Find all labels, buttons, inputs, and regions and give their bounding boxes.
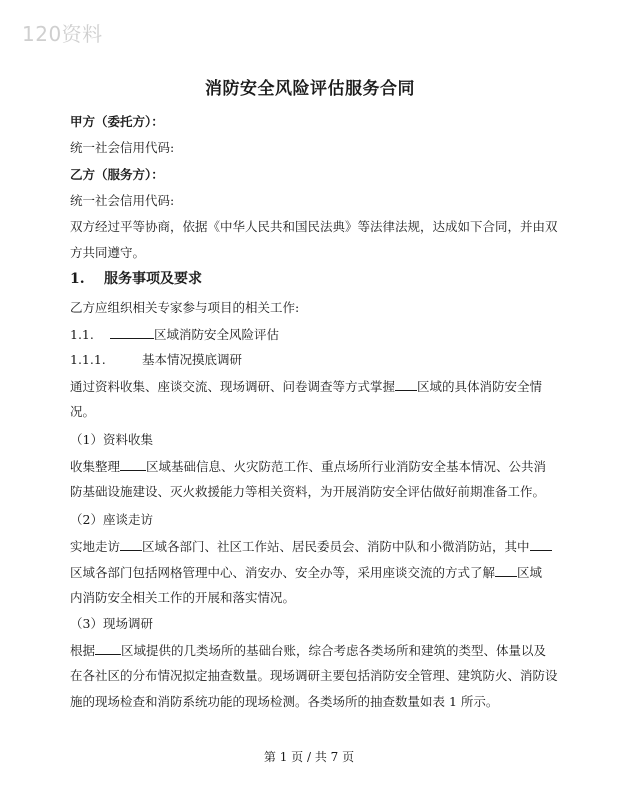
sub3-heading: （3）现场调研 xyxy=(70,616,153,631)
sub3-line-3: 施的现场检查和消防系统功能的现场检测。各类场所的抽查数量如表 1 所示。 xyxy=(70,694,499,709)
party-b-label: 乙方（服务方）： xyxy=(70,167,164,182)
sub2-line-1 xyxy=(70,538,550,555)
party-b-credit-code: 统一社会信用代码: xyxy=(70,193,175,208)
item-1-1-1-para-line-2: 况。 xyxy=(70,404,96,419)
text-segment: 通过资料收集、座谈交流、现场调研、问卷调查等方式掌握 xyxy=(70,379,396,394)
text-segment: 区域提供的几类场所的基础台账，综合考虑各类场所和建筑的类型、体量以及 xyxy=(121,643,547,658)
text-segment: 区域各部门包括网格管理中心、消安办、安全办等，采用座谈交流的方式了解 xyxy=(70,565,496,580)
fill-blank xyxy=(120,538,142,551)
text-segment: 根据 xyxy=(70,643,96,658)
document-title: 消防安全风险评估服务合同 xyxy=(205,79,415,99)
text-segment: 实地走访 xyxy=(70,539,121,554)
text-segment: 区域 xyxy=(517,565,543,580)
section-1-title: 服务事项及要求 xyxy=(104,271,202,287)
sub1-line-1 xyxy=(70,458,550,475)
intro-line-2: 方共同遵守。 xyxy=(70,245,146,260)
intro-line-1: 双方经过平等协商，依据《中华人民共和国民法典》等法律法规，达成如下合同，并由双 xyxy=(70,219,558,234)
text-segment: 区域基础信息、火灾防范工作、重点场所行业消防安全基本情况、公共消 xyxy=(146,459,547,474)
item-1-1-1-para-line-1 xyxy=(70,378,550,395)
item-1-1-1-number: 1.1.1. xyxy=(70,352,106,367)
sub1-heading: （1）资料收集 xyxy=(70,432,153,447)
text-segment: 收集整理 xyxy=(70,459,121,474)
text-segment: 区域各部门、社区工作站、居民委员会、消防中队和小微消防站，其中 xyxy=(142,539,530,554)
page-footer: 第 1 页 / 共 7 页 xyxy=(263,750,355,764)
sub2-heading: （2）座谈走访 xyxy=(70,512,153,527)
sub1-line-2: 防基础设施建设、灭火救援能力等相关资料，为开展消防安全评估做好前期准备工作。 xyxy=(70,484,546,499)
sub2-line-3: 内消防安全相关工作的开展和落实情况。 xyxy=(70,590,296,605)
fill-blank xyxy=(110,326,154,339)
section-1-number: 1. xyxy=(70,271,85,287)
fill-blank xyxy=(120,458,146,471)
watermark: 120资料 xyxy=(22,22,103,46)
item-1-1-number: 1.1. xyxy=(70,327,94,342)
text-segment: 区域的具体消防安全情 xyxy=(417,379,543,394)
party-a-credit-code: 统一社会信用代码: xyxy=(70,140,175,155)
section-1-heading xyxy=(70,271,550,287)
item-1-1-1-text: 基本情况摸底调研 xyxy=(142,352,243,367)
item-1-1 xyxy=(70,326,550,343)
party-a-label: 甲方（委托方）： xyxy=(70,114,164,129)
fill-blank xyxy=(495,564,517,577)
fill-blank xyxy=(95,642,121,655)
sub3-line-2: 在各社区的分布情况拟定抽查数量。现场调研主要包括消防安全管理、建筑防火、消防设 xyxy=(70,668,558,683)
item-1-1-text: 区域消防安全风险评估 xyxy=(154,327,280,342)
sub3-line-1 xyxy=(70,642,550,659)
item-1-1-1 xyxy=(70,352,550,368)
sub2-line-2 xyxy=(70,564,550,581)
fill-blank xyxy=(395,378,417,391)
fill-blank xyxy=(530,538,552,551)
section-1-lead: 乙方应组织相关专家参与项目的相关工作: xyxy=(70,300,300,315)
